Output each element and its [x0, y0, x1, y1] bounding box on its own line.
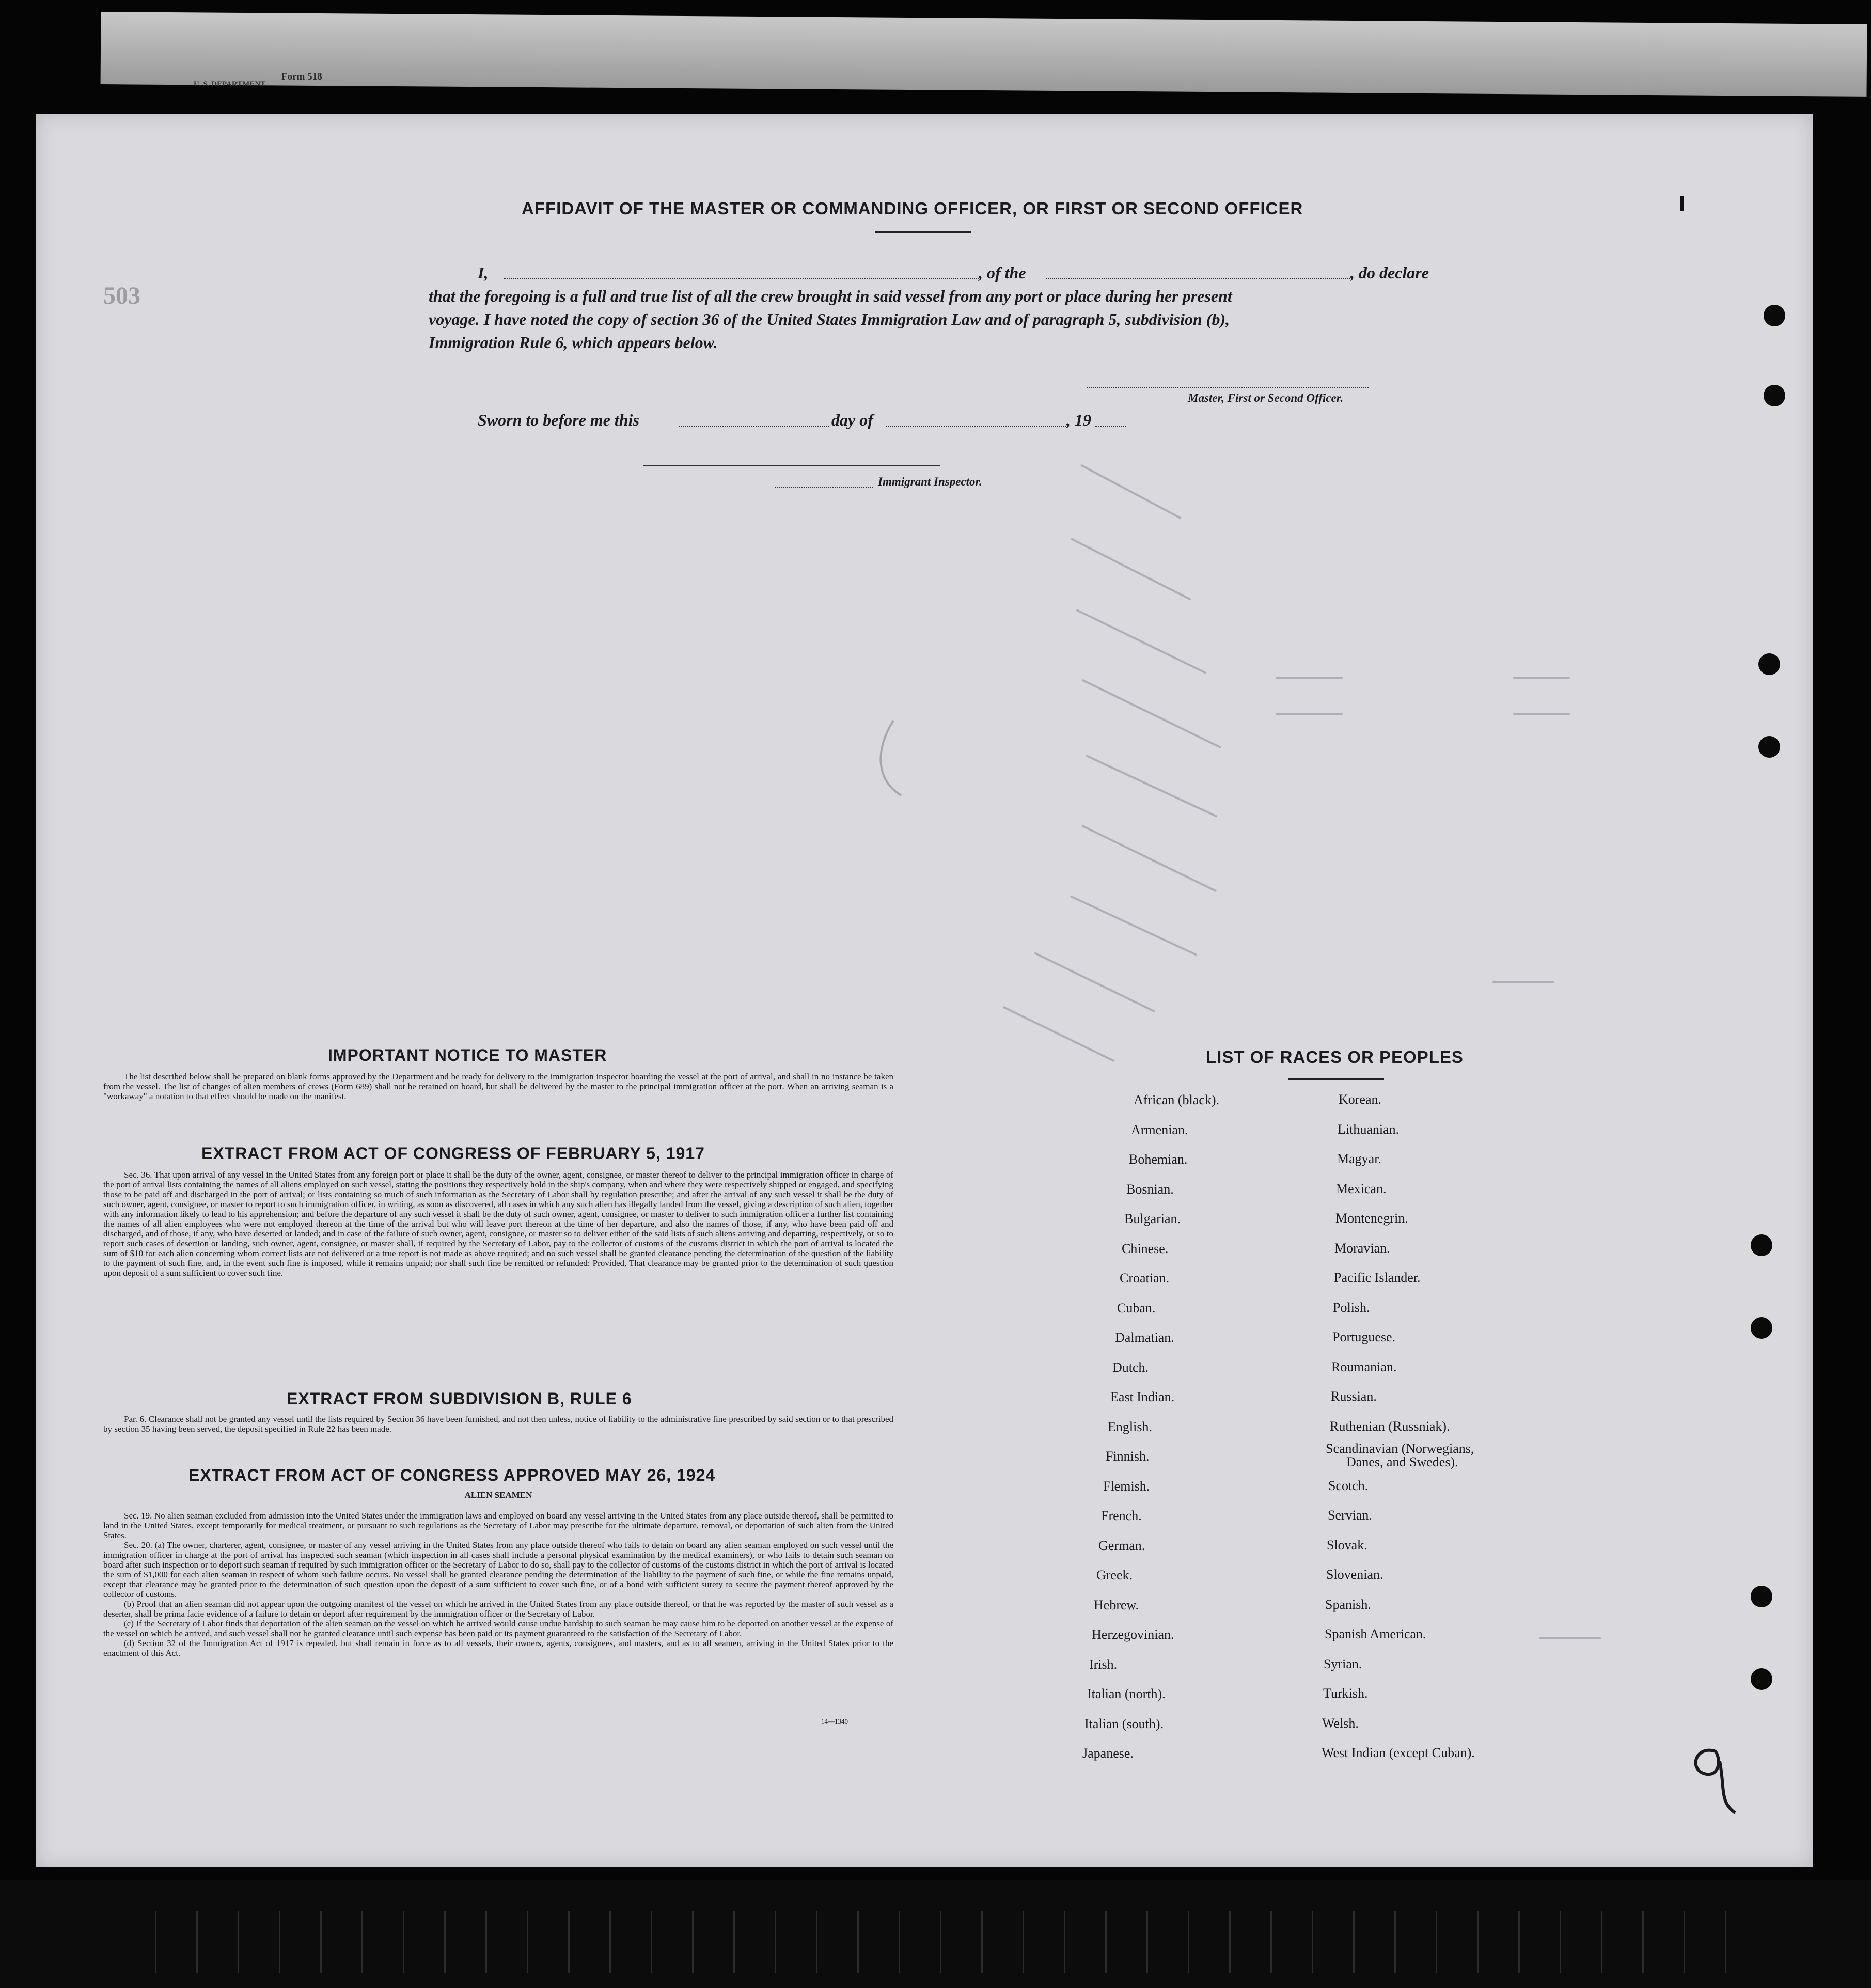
- section-36-text: Sec. 36. That upon arrival of any vessel in the United States from any foreign port or place it shall be the duty of the owner, agent, consignee, or master thereof to deliver to the principal immigration officer in charge of the port of arrival lists containing the names of all aliens employed on such vessel, stating the positions they respectively hold in the ship's company, when and where they were respectively shipped or engaged, and specifying those to be paid off and discharged in the port of arrival; or lists containing so much of such information as the Secretary of Labor shall by regulation prescribe; and after the arrival of any such vessel it shall be the duty of such owner, agent, consignee, or master to report to such immigration officer, in writing, as soon as discovered, all cases in which any such alien has illegally landed from the vessel, giving a description of such alien, together with any information likely to lead to his apprehension; and before the departure of any such vessel it shall be the duty of such owner, agent, consignee, or master to deliver to such immigration officer a further list containing the names of all alien employees who were not employed thereon at the time of the arrival but who will leave port thereon at the time of her departure, and also the names of those, if any, who have been paid off and discharged, and of those, if any, who have deserted or landed; and in case of the failure of such owner, agent, consignee, or master so to deliver either of the said lists of such aliens arriving and departing, respectively, or so to report such cases of desertion or landing, such owner, agent, consignee, or master shall, if required by the Secretary of Labor, pay to the collector of customs of the customs district in which the port of arrival is located the sum of $10 for each alien concerning whom correct lists are not delivered or a true report is not made as above required; and no such vessel shall be granted clearance pending the determination of the question of the liability to the payment of such fine, and, in the event such fine is imposed, while it remains unpaid; nor shall such fine be remitted or refunded: Provided, That clearance may be granted prior to the determination of such question upon deposit of a sum sufficient to cover such fine.: [103, 1170, 893, 1278]
- race-item: East Indian.: [1110, 1389, 1175, 1404]
- race-item: Welsh.: [1322, 1716, 1359, 1731]
- bleed-stroke: [1002, 1006, 1114, 1062]
- extract-1917-body: [103, 1170, 893, 1278]
- race-item: Herzegovinian.: [1092, 1627, 1174, 1642]
- race-item: Montenegrin.: [1335, 1211, 1408, 1226]
- punch-hole: [1751, 1317, 1772, 1339]
- race-item: Slovenian.: [1326, 1567, 1383, 1582]
- alien-seamen-subtitle: ALIEN SEAMEN: [464, 1490, 532, 1500]
- race-item: Irish.: [1089, 1657, 1118, 1672]
- race-item: Hebrew.: [1094, 1598, 1139, 1613]
- punch-hole: [1758, 653, 1780, 675]
- race-item: Lithuanian.: [1338, 1122, 1400, 1137]
- affidavit-line-2: that the foregoing is a full and true list of all the crew brought in said vessel from any port or place during her present: [429, 287, 1232, 305]
- affidavit-title: AFFIDAVIT OF THE MASTER OR COMMANDING OFFICER, OR FIRST OR SECOND OFFICER: [522, 199, 1303, 218]
- race-item: Flemish.: [1103, 1479, 1150, 1494]
- race-item: Korean.: [1339, 1092, 1382, 1107]
- bleed-stroke: [1080, 464, 1182, 520]
- bleed-stroke: [1070, 895, 1197, 956]
- race-item: Cuban.: [1117, 1301, 1156, 1316]
- race-item: Magyar.: [1337, 1151, 1381, 1166]
- race-item: Scotch.: [1328, 1478, 1369, 1493]
- sworn-month-blank: [886, 426, 1066, 427]
- sworn-year-blank: [1095, 426, 1126, 427]
- race-item: Roumanian.: [1331, 1359, 1397, 1374]
- race-item: Greek.: [1096, 1568, 1133, 1583]
- bleed-curve: [873, 718, 904, 801]
- race-item: Polish.: [1333, 1300, 1370, 1315]
- race-item: Finnish.: [1106, 1449, 1150, 1464]
- extract-1924-body: [103, 1511, 893, 1658]
- punch-hole: [1751, 1668, 1772, 1690]
- race-item: Portuguese.: [1332, 1329, 1396, 1344]
- race-item: Pacific Islander.: [1334, 1270, 1421, 1285]
- race-item: Japanese.: [1082, 1746, 1134, 1761]
- race-item: Italian (north).: [1087, 1686, 1166, 1701]
- bleed-stroke: [1081, 825, 1217, 893]
- section-19-text: Sec. 19. No alien seaman excluded from admission into the United States under the immigration laws and employed on board any vessel arriving in the United States from any place outside thereof, shall be permitted to land in the United States, except temporarily for medical treatment, or pursuant to such regulations as the Secretary of Labor may prescribe for the ultimate departure, removal, or deportation of such alien from the United States.: [103, 1511, 893, 1540]
- race-item: Chinese.: [1122, 1241, 1169, 1256]
- extract-1924-title: EXTRACT FROM ACT OF CONGRESS APPROVED MAY 26, 1924: [188, 1466, 716, 1484]
- races-title: LIST OF RACES OR PEOPLES: [1206, 1047, 1464, 1067]
- bleed-stroke: [1492, 981, 1554, 983]
- race-item: Servian.: [1328, 1508, 1372, 1523]
- punch-hole: [1751, 1586, 1772, 1607]
- race-item: English.: [1108, 1419, 1152, 1434]
- race-item: Dutch.: [1112, 1360, 1149, 1375]
- punch-hole: [1764, 305, 1785, 326]
- inspector-dots: [775, 487, 873, 488]
- signature-blank: [1087, 387, 1369, 388]
- race-item: Spanish American.: [1325, 1626, 1426, 1641]
- race-item: Syrian.: [1324, 1656, 1362, 1671]
- section-20a-text: Sec. 20. (a) The owner, charterer, agent, consignee, or master of any vessel arriving in the United States from any place outside thereof who fails to detain on board any alien seaman employed on such vessel until the immigration officer in charge at the port of arrival has inspected such seaman (which inspection in all cases shall include a personal physical examination by the medical examiners), or who fails to detain such seaman on board after such inspection or to deport such seaman if required by such immigration officer or the Secretary of Labor to do so, shall pay to the collector of customs of the customs district in which the port of arrival is located the sum of $1,000 for each alien seaman in respect of whom such failure occurs. No vessel shall be granted clearance pending the determination of the liability to the payment of such fine, or while the fine remains unpaid, except that clearance may be granted prior to the determination of such question upon the deposit of a sum sufficient to cover such fine, or of a bond with sufficient surety to secure the payment thereof approved by the collector of customs.: [103, 1540, 893, 1599]
- bleed-stroke: [1086, 755, 1217, 818]
- paragraph-6-text: Par. 6. Clearance shall not be granted any vessel until the lists required by Section 36 have been furnished, and not then unless, notice of liability to the administrative fine prescribed by said section or to that prescribed by section 35 having been served, the deposit specified in Rule 22 has been made.: [103, 1414, 893, 1434]
- vessel-blank: [1046, 278, 1350, 279]
- section-20b-text: (b) Proof that an alien seaman did not appear upon the outgoing manifest of the vessel on which he arrived in the United States from any place outside thereof, or that he was reported by the master of such vessel as a deserter, shall be prima facie evidence of a failure to detain or deport after requirement by the immigration officer or the Secretary of Labor.: [103, 1599, 893, 1619]
- race-item: French.: [1101, 1508, 1142, 1523]
- affidavit-i: I,: [478, 263, 489, 282]
- race-item: Dalmatian.: [1115, 1330, 1174, 1345]
- sworn-day-label: day of: [831, 411, 873, 429]
- affidavit-of-the: , of the: [979, 263, 1026, 282]
- race-item: Spanish.: [1325, 1597, 1371, 1612]
- bleed-stroke: [1276, 677, 1343, 679]
- race-item: Moravian.: [1334, 1241, 1390, 1256]
- previous-page-edge: [101, 12, 1867, 97]
- race-item: Russian.: [1331, 1389, 1377, 1404]
- name-blank: [504, 278, 979, 279]
- section-20c-text: (c) If the Secretary of Labor finds that deportation of the alien seaman on the vessel on which he arrived would cause undue hardship to such seaman he may cause him to be deported on another vessel at the expense of the vessel on which he arrived, and such vessel shall not be granted clearance until such expense has been paid or its payment guaranteed to the satisfaction of the Secretary of Labor.: [103, 1619, 893, 1638]
- section-20d-text: (d) Section 32 of the Immigration Act of 1917 is repealed, but shall remain in force as to all vessels, their owners, agents, consignees, and masters, and as to all seamen, arriving in the United States prior to the enactment of this Act.: [103, 1638, 893, 1658]
- document-page: [36, 114, 1813, 1867]
- bleed-stroke: [1513, 713, 1570, 715]
- extract-rule6-body: [103, 1414, 893, 1434]
- race-item: African (black).: [1134, 1092, 1220, 1107]
- extract-1917-title: EXTRACT FROM ACT OF CONGRESS OF FEBRUARY 5, 1917: [201, 1144, 705, 1163]
- bleed-stroke: [1081, 679, 1221, 748]
- sworn-year: , 19: [1066, 411, 1091, 429]
- punch-hole: [1764, 385, 1785, 406]
- affidavit-declare: , do declare: [1350, 263, 1429, 282]
- race-item: Danes, and Swedes).: [1346, 1454, 1458, 1469]
- extract-rule6-title: EXTRACT FROM SUBDIVISION B, RULE 6: [287, 1389, 632, 1408]
- form-number: Form 518: [281, 71, 322, 82]
- inspector-caption: Immigrant Inspector.: [878, 475, 982, 488]
- margin-tick: [1680, 196, 1684, 211]
- bleed-stroke: [1076, 609, 1206, 674]
- race-item: Scandinavian (Norwegians,: [1326, 1441, 1474, 1456]
- race-item: Croatian.: [1120, 1271, 1170, 1286]
- bleed-stroke: [1071, 538, 1191, 601]
- race-item: Bulgarian.: [1124, 1211, 1181, 1226]
- races-title-rule: [1288, 1078, 1384, 1080]
- inspector-line: [643, 465, 940, 466]
- race-item: Bosnian.: [1126, 1182, 1174, 1197]
- bleed-stroke: [1513, 677, 1570, 679]
- sworn-prefix: Sworn to before me this: [478, 411, 639, 429]
- race-item: Ruthenian (Russniak).: [1330, 1419, 1450, 1434]
- print-code: 14—1340: [821, 1717, 848, 1725]
- affidavit-line-4: Immigration Rule 6, which appears below.: [429, 333, 718, 352]
- punch-hole: [1751, 1234, 1772, 1256]
- affidavit-line-3: voyage. I have noted the copy of section 36 of the United States Immigration Law and of paragraph 5, subdivision (b),: [429, 310, 1230, 328]
- form-department: U. S. DEPARTMENT: [194, 80, 266, 88]
- race-item: Slovak.: [1327, 1538, 1367, 1553]
- race-item: Mexican.: [1336, 1181, 1387, 1196]
- race-item: Armenian.: [1131, 1122, 1188, 1137]
- handwritten-page-number: [1684, 1741, 1740, 1818]
- signature-caption: Master, First or Second Officer.: [1188, 392, 1344, 404]
- bleed-number: 503: [103, 282, 140, 309]
- next-page-edge: [155, 1911, 1756, 1973]
- race-item: Bohemian.: [1129, 1152, 1188, 1167]
- notice-title: IMPORTANT NOTICE TO MASTER: [328, 1046, 607, 1065]
- race-item: Italian (south).: [1084, 1716, 1164, 1731]
- bleed-stroke: [1276, 713, 1343, 715]
- notice-body: [103, 1072, 893, 1101]
- bleed-stroke: [1539, 1637, 1601, 1639]
- punch-hole: [1758, 736, 1780, 758]
- bleed-stroke: [1034, 952, 1155, 1013]
- notice-paragraph: The list described below shall be prepared on blank forms approved by the Department and be ready for delivery to the immigration inspector boarding the vessel at the port of arrival, and shall in no instance be taken from the vessel. The list of changes of alien members of crews (Form 689) shall not be retained on board, but shall be delivered by the master to the principal immigration officer at the port. When an arriving seaman is a "workaway" a notation to that effect should be made on the manifest.: [103, 1072, 893, 1101]
- race-item: German.: [1098, 1538, 1145, 1553]
- race-item: West Indian (except Cuban).: [1322, 1745, 1475, 1760]
- sworn-day-blank: [679, 426, 829, 427]
- title-rule: [875, 231, 971, 233]
- race-item: Turkish.: [1323, 1686, 1368, 1701]
